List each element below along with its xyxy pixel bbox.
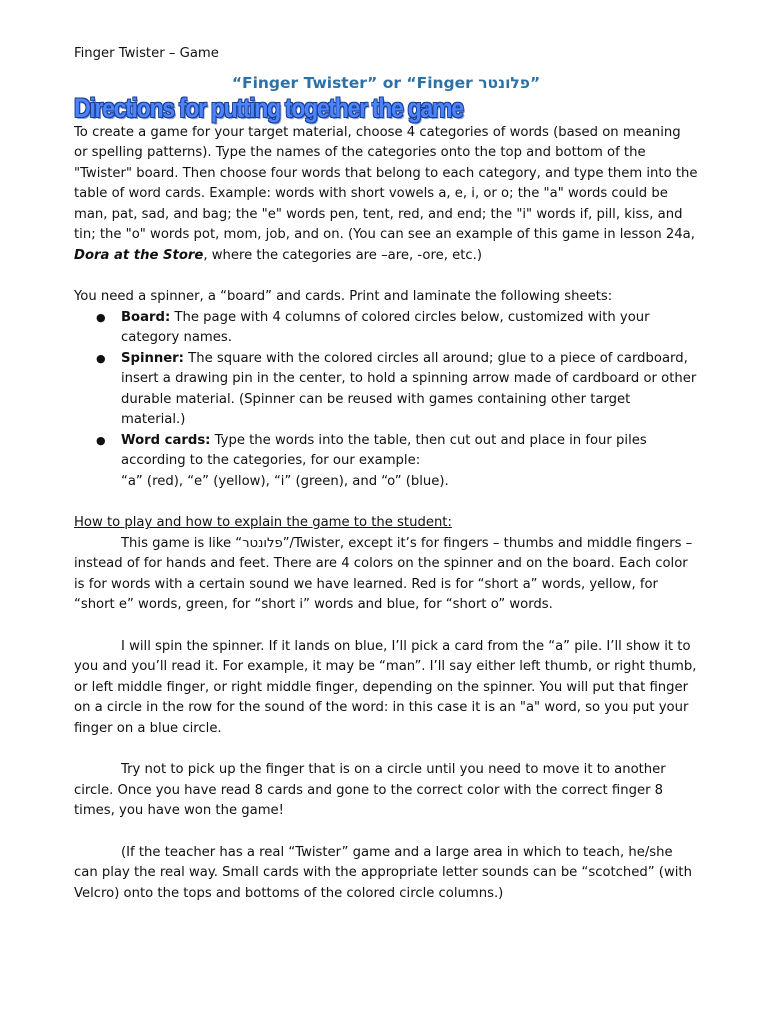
howto-paragraph-2: I will spin the spinner. If it lands on blue, I’ll pick a card from the “a” pile. I’ll show it to you and you’ll read it. For example, it may be “man”. I’ll say either left thumb, or right thumb, or left middle finger, or right middle finger, depending on the spinner. You will put that finger on a circle in the row for the sound of the word: in this case it is an "a" word, so you put your finger on a blue circle.	[74, 638, 697, 736]
example-line: “a” (red), “e” (yellow), “i” (green), and “o” (blue).	[121, 473, 449, 489]
materials-paragraph: You need a spinner, a “board” and cards. Print and laminate the following sheets:	[74, 289, 613, 304]
spacer	[74, 616, 698, 637]
spacer	[74, 822, 698, 843]
spacer	[74, 492, 698, 513]
bullet-icon: ●	[96, 310, 106, 324]
item-term: Spinner:	[121, 350, 184, 366]
howto-paragraph-4: (If the teacher has a real “Twister” game and a large area in which to teach, he/she can play the real way. Small cards with the appropriate letter sounds can be “scotched” (with Velcro) onto the tops and bottoms of the colored circle columns.)	[74, 844, 692, 901]
spacer	[74, 739, 698, 760]
bullet-icon: ●	[96, 433, 106, 447]
document-page	[74, 44, 698, 904]
intro-paragraph	[74, 123, 698, 267]
bullet-icon: ●	[96, 351, 106, 365]
howto-paragraph-1: This game is like “פלונטר”/Twister, except it’s for fingers – thumbs and middle fingers – instead of for hands and feet. There are 4 colors on the spinner and on the board. Each color is for words with a certain sound we have learned. Red is for “short a” words, yellow, for “short e” words, green, for “short i” words and blue, for “short o” words.	[74, 535, 693, 612]
page-header: Finger Twister – Game	[74, 46, 219, 61]
lesson-title: Dora at the Store	[74, 247, 204, 263]
howto-heading: How to play and how to explain the game to the student:	[74, 515, 452, 530]
item-term: Board:	[121, 309, 171, 325]
document-title: “Finger Twister” or “Finger פלונטר”	[231, 73, 541, 92]
list-item-board	[74, 308, 698, 349]
intro-text-a: To create a game for your target material, choose 4 categories of words (based on meaning or spelling patterns). Type the names of the categories onto the top and bottom of the "Twister" board. Then choose four words that belong to each category, and type them into the table of word cards. Example: words with short vowels a, e, i, or o; the "a" words could be man, pat, sad, and bag; the "e" words pen, tent, red, and end; the "i" words if, pill, kiss, and tin; the "o" words pot, mom, job, and on. (You can see an example of this game in lesson 24a,	[74, 124, 698, 242]
list-item-word-cards	[74, 431, 698, 493]
directions-banner: Directions for putting together the game	[74, 92, 463, 123]
spacer	[74, 266, 698, 287]
list-item-spinner	[74, 349, 698, 431]
intro-text-b: , where the categories are –are, -ore, etc.)	[203, 247, 482, 263]
item-text: The square with the colored circles all around; glue to a piece of cardboard, insert a drawing pin in the center, to hold a spinning arrow made of cardboard or other durable material. (Spinner can be reused with games containing other target material.)	[121, 350, 697, 427]
item-term: Word cards:	[121, 432, 211, 448]
item-text: Type the words into the table, then cut out and place in four piles according to the categories, for our example:	[121, 432, 647, 468]
item-text: The page with 4 columns of colored circles below, customized with your category names.	[121, 309, 650, 345]
howto-paragraph-3: Try not to pick up the finger that is on a circle until you need to move it to another circle. Once you have read 8 cards and gone to the correct color with the correct finger 8 times, you have won the game!	[74, 762, 666, 818]
materials-list	[74, 308, 698, 493]
